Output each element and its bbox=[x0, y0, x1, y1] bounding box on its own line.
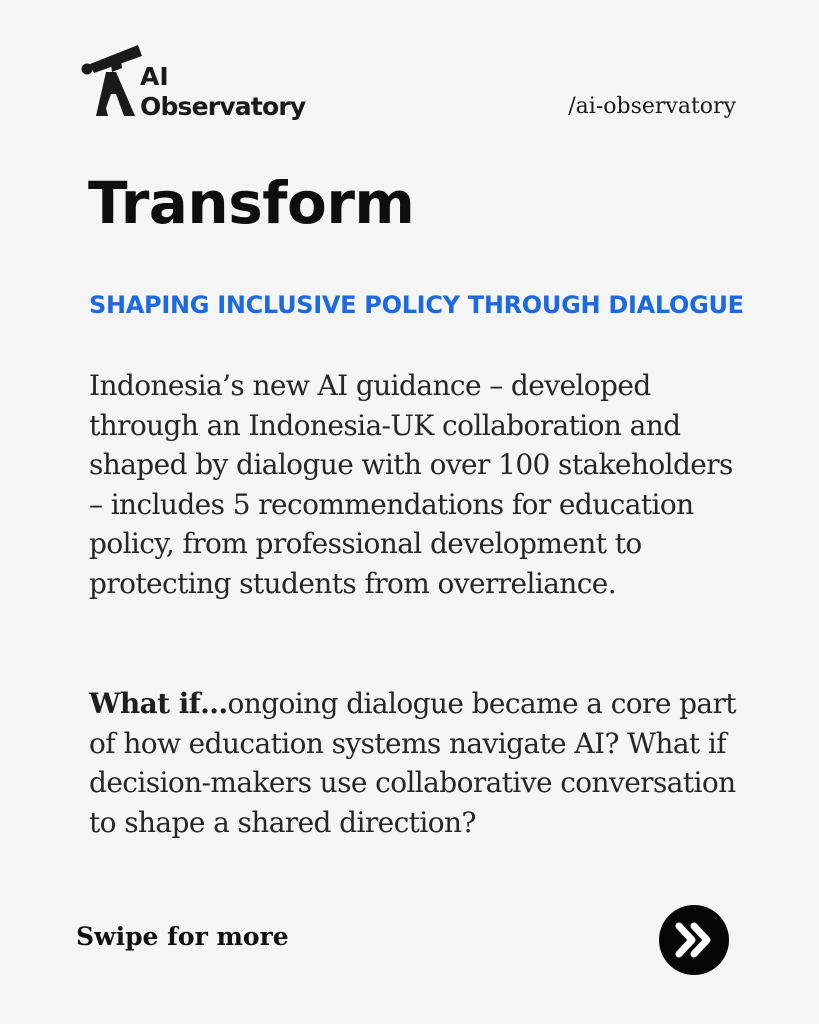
swipe-hint: Swipe for more bbox=[76, 922, 289, 951]
social-handle: /ai-observatory bbox=[568, 94, 736, 119]
section-subheading: SHAPING INCLUSIVE POLICY THROUGH DIALOGUE bbox=[89, 291, 744, 319]
logo-text-ai: AI bbox=[140, 62, 169, 91]
double-chevron-right-icon bbox=[674, 922, 714, 958]
body-paragraph-1: Indonesia’s new AI guidance – developed through an Indonesia-UK collaboration and shaped by dialogue with over 100 stakeholders – includes 5 recommendations for education policy, from professional development to protecting students from overreliance. bbox=[89, 369, 733, 600]
telescope-icon bbox=[80, 40, 142, 120]
next-slide-button[interactable] bbox=[659, 905, 729, 975]
page-title: Transform bbox=[88, 169, 415, 237]
brand-logo bbox=[80, 40, 320, 130]
body-paragraph-2 bbox=[89, 684, 749, 842]
what-if-text: ongoing dialogue became a core part of how education systems navigate AI? What if decision-makers use collaborative conversation to shape a shared direction? bbox=[89, 687, 736, 839]
what-if-lead: What if… bbox=[89, 687, 228, 720]
logo-text-observatory: Observatory bbox=[140, 92, 306, 121]
